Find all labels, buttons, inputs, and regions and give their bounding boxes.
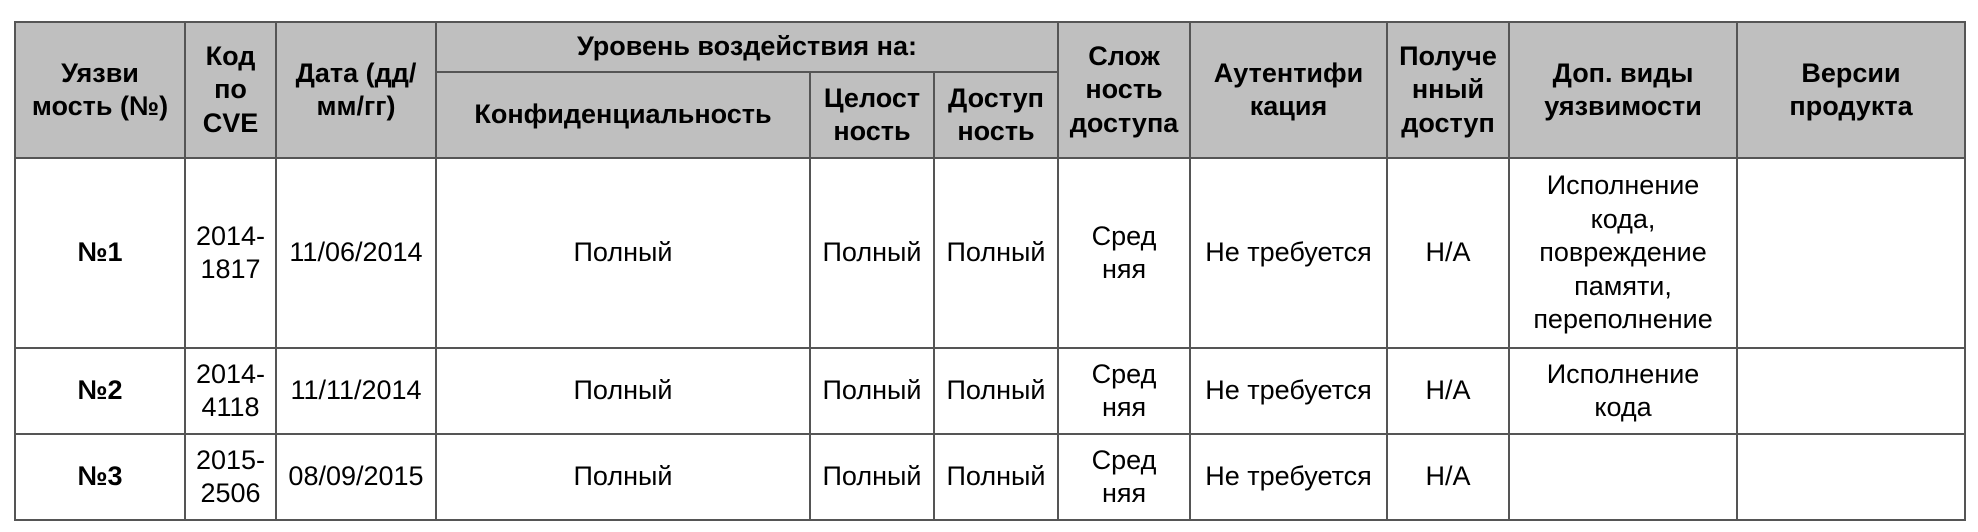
cell-cve: 2014- 1817 <box>185 158 276 348</box>
header-row-top <box>15 22 1965 72</box>
cell-extra-types <box>1509 434 1737 520</box>
cell-confidentiality: Полный <box>436 434 810 520</box>
cell-integrity: Полный <box>810 158 934 348</box>
table-row <box>15 158 1965 348</box>
cell-availability: Полный <box>934 348 1058 434</box>
header-complexity: Слож ность доступа <box>1058 22 1190 158</box>
header-versions: Версии продукта <box>1737 22 1965 158</box>
cell-versions <box>1737 348 1965 434</box>
cell-date: 08/09/2015 <box>276 434 436 520</box>
cell-vuln: №1 <box>15 158 185 348</box>
cell-complexity: Сред няя <box>1058 434 1190 520</box>
table-row <box>15 348 1965 434</box>
cell-integrity: Полный <box>810 434 934 520</box>
header-cve: Код по CVE <box>185 22 276 158</box>
cell-extra-types: Исполнение кода, повреждение памяти, переполнение <box>1509 158 1737 348</box>
header-confidentiality: Конфиденциальность <box>436 72 810 158</box>
cell-authentication: Не требуется <box>1190 348 1387 434</box>
cell-versions <box>1737 158 1965 348</box>
cell-access-gained: Н/А <box>1387 434 1509 520</box>
vulnerability-table <box>14 21 1966 521</box>
header-access-gained: Получе нный доступ <box>1387 22 1509 158</box>
cell-extra-types: Исполнение кода <box>1509 348 1737 434</box>
header-availability: Доступ ность <box>934 72 1058 158</box>
cell-authentication: Не требуется <box>1190 158 1387 348</box>
header-date: Дата (дд/ мм/гг) <box>276 22 436 158</box>
table-row <box>15 434 1965 520</box>
cell-versions <box>1737 434 1965 520</box>
cell-vuln: №2 <box>15 348 185 434</box>
cell-authentication: Не требуется <box>1190 434 1387 520</box>
header-integrity: Целост ность <box>810 72 934 158</box>
cell-integrity: Полный <box>810 348 934 434</box>
cell-cve: 2014- 4118 <box>185 348 276 434</box>
cell-date: 11/11/2014 <box>276 348 436 434</box>
cell-confidentiality: Полный <box>436 348 810 434</box>
cell-complexity: Сред няя <box>1058 348 1190 434</box>
cell-complexity: Сред няя <box>1058 158 1190 348</box>
cell-vuln: №3 <box>15 434 185 520</box>
cell-access-gained: Н/А <box>1387 158 1509 348</box>
cell-date: 11/06/2014 <box>276 158 436 348</box>
header-impact-group: Уровень воздействия на: <box>436 22 1058 72</box>
cell-availability: Полный <box>934 434 1058 520</box>
cell-confidentiality: Полный <box>436 158 810 348</box>
header-vuln: Уязви мость (№) <box>15 22 185 158</box>
cell-access-gained: Н/А <box>1387 348 1509 434</box>
header-authentication: Аутентифи кация <box>1190 22 1387 158</box>
cell-cve: 2015- 2506 <box>185 434 276 520</box>
cell-availability: Полный <box>934 158 1058 348</box>
header-extra-types: Доп. виды уязвимости <box>1509 22 1737 158</box>
